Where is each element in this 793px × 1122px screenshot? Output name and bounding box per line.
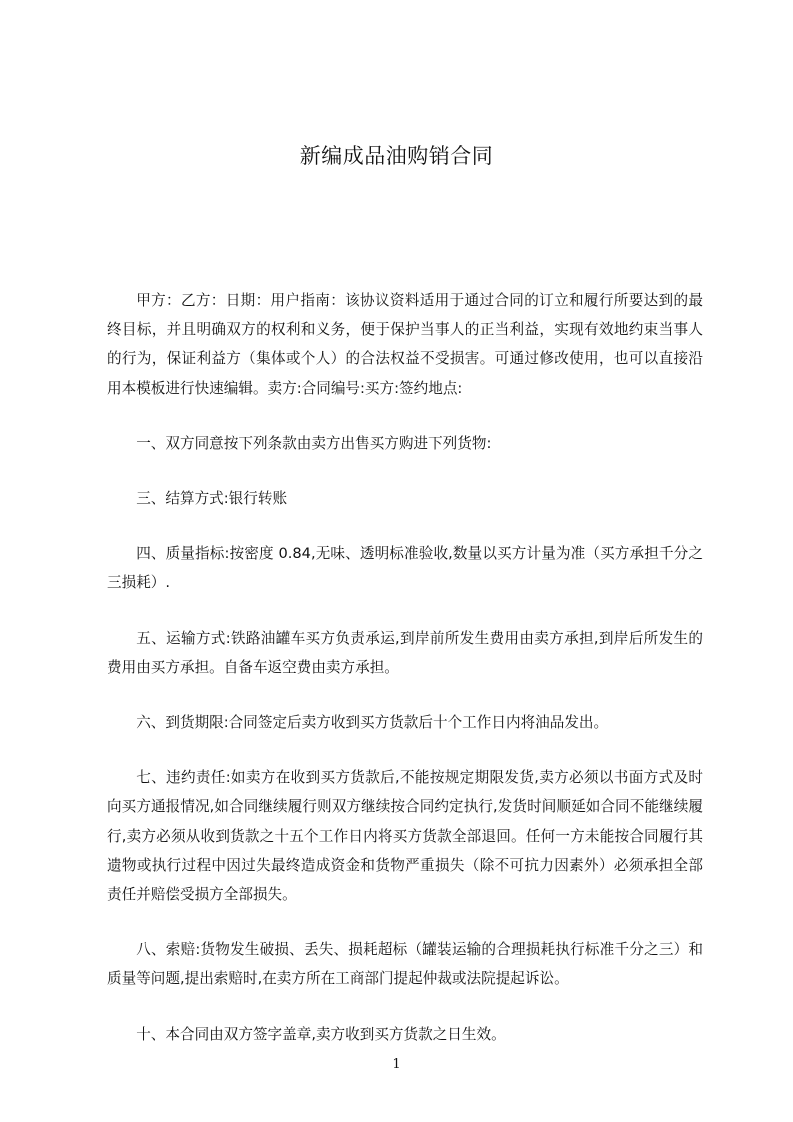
paragraph-gap bbox=[107, 458, 703, 484]
paragraph-gap bbox=[107, 994, 703, 1020]
paragraph-preamble: 甲方：乙方：日期：用户指南：该协议资料适用于通过合同的订立和履行所要达到的最终目标，并且明确双方的权利和义务，便于保护当事人的正当利益，实现有效地约束当事人的行为，保证利益方（集体或个人）的合法权益不受损害。可通过修改使用，也可以直接沿用本模板进行快速编辑。卖方:合同编号:买方:签约地点: bbox=[107, 292, 703, 397]
paragraph-gap bbox=[107, 403, 703, 429]
paragraph-clause-10-effective: 十、本合同由双方签字盖章,卖方收到买方货款之日生效。 bbox=[136, 1025, 506, 1043]
paragraph-clause-8-claims: 八、索赔:货物发生破损、丢失、损耗超标（罐装运输的合理损耗执行标准千分之三）和质量等问题,提出索赔时,在卖方所在工商部门提起仲裁或法院提起诉讼。 bbox=[107, 941, 703, 988]
document-title: 新编成品油购销合同 bbox=[299, 144, 494, 168]
page-number: 1 bbox=[392, 1057, 401, 1072]
paragraph-gap bbox=[107, 737, 703, 763]
paragraph-gap bbox=[107, 598, 703, 624]
paragraph-clause-1-goods: 一、双方同意按下列条款由卖方出售买方购进下列货物: bbox=[136, 434, 492, 452]
paragraph-clause-7-liability: 七、违约责任:如卖方在收到买方货款后,不能按规定期限发货,卖方必须以书面方式及时向买方通报情况,如合同继续履行则双方继续按合同约定执行,发货时间顺延如合同不能继续履行,卖方必须从收到货款之十五个工作日内将买方货款全部退回。任何一方未能按合同履行其遗物或执行过程中因过失最终造成资金和货物严重损失（除不可抗力因素外）必须承担全部责任并赔偿受损方全部损失。 bbox=[107, 769, 703, 904]
paragraph-clause-4-quality: 四、质量指标:按密度 0.84,无味、透明标准验收,数量以买方计量为准（买方承担千分之三损耗）. bbox=[107, 545, 703, 592]
paragraph-gap bbox=[107, 513, 703, 539]
paragraph-clause-6-delivery: 六、到货期限:合同签定后卖方收到买方货款后十个工作日内将油品发出。 bbox=[136, 714, 609, 732]
paragraph-gap bbox=[107, 909, 703, 935]
paragraph-clause-3-settlement: 三、结算方式:银行转账 bbox=[136, 490, 288, 508]
paragraph-gap bbox=[107, 682, 703, 708]
contract-body bbox=[107, 286, 703, 1049]
paragraph-clause-5-transport: 五、运输方式:铁路油罐车买方负责承运,到岸前所发生费用由卖方承担,到岸后所发生的费用由买方承担。自备车返空费由卖方承担。 bbox=[107, 629, 703, 676]
